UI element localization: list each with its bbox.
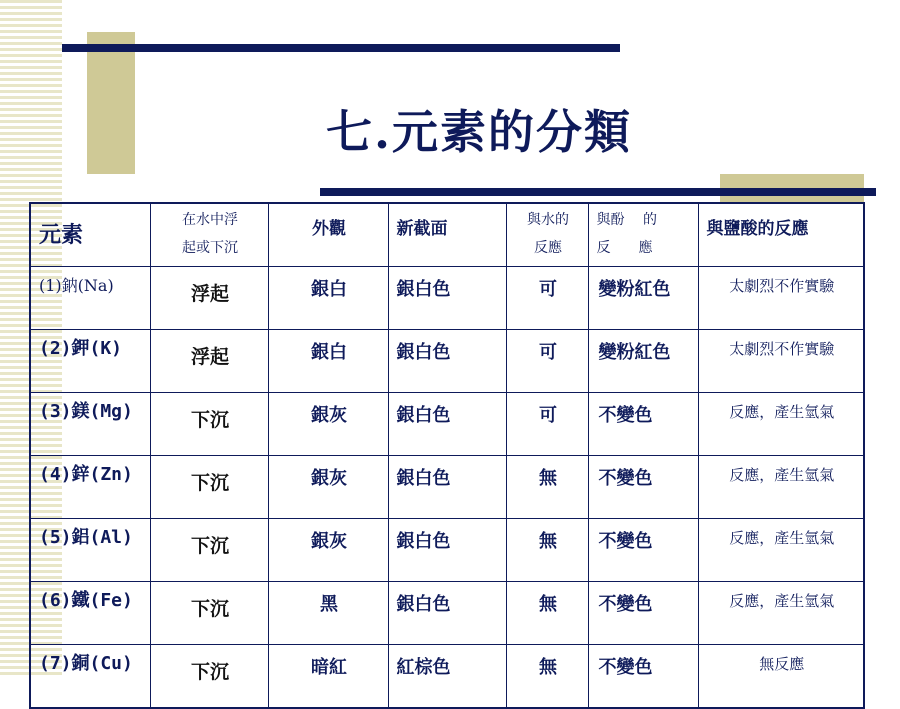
cell-hcl: 反應，產生氫氣 — [729, 466, 835, 484]
cell-hcl: 反應，產生氫氣 — [729, 403, 835, 421]
cell-element: (1)鈉(Na) — [39, 276, 114, 295]
cell-element: (3)鎂(Mg) — [39, 401, 133, 422]
cell-phenol: 不變色 — [598, 531, 653, 552]
cell-water: 無 — [539, 594, 557, 615]
cell-phenol: 變粉紅色 — [598, 342, 671, 363]
header-element: 元素 — [39, 222, 84, 248]
cell-appearance: 暗紅 — [311, 657, 347, 678]
cell-appearance: 銀灰 — [311, 405, 347, 426]
header-appearance: 外觀 — [312, 219, 346, 239]
element-classification-table — [29, 202, 865, 709]
cell-float: 浮起 — [190, 283, 229, 305]
cell-appearance: 黑 — [320, 594, 338, 615]
cell-element: (4)鋅(Zn) — [39, 464, 133, 485]
header-phenol: 與酚 的 反 應 — [596, 212, 657, 256]
table-header-row — [30, 203, 864, 267]
cell-cut-surface: 紅棕色 — [396, 657, 451, 678]
decorative-block-top — [87, 32, 135, 174]
table-row — [30, 393, 864, 456]
cell-float: 下沉 — [190, 661, 229, 683]
cell-float: 下沉 — [190, 535, 229, 557]
cell-water: 無 — [539, 468, 557, 489]
cell-water: 可 — [539, 342, 557, 363]
cell-water: 可 — [539, 405, 557, 426]
header-float: 在水中浮 起或下沉 — [182, 212, 238, 256]
cell-appearance: 銀白 — [311, 342, 347, 363]
decorative-line-mid — [320, 188, 876, 196]
table-row — [30, 330, 864, 393]
cell-cut-surface: 銀白色 — [396, 279, 451, 300]
header-hcl: 與鹽酸的反應 — [706, 219, 809, 239]
table-row — [30, 267, 864, 330]
cell-water: 無 — [539, 531, 557, 552]
cell-water: 無 — [539, 657, 557, 678]
cell-appearance: 銀灰 — [311, 531, 347, 552]
cell-float: 下沉 — [190, 409, 229, 431]
cell-element: (2)鉀(K) — [39, 338, 123, 359]
cell-hcl: 太劇烈不作實驗 — [729, 277, 835, 295]
table-row — [30, 519, 864, 582]
cell-float: 浮起 — [190, 346, 229, 368]
cell-element: (5)鋁(Al) — [39, 527, 133, 548]
cell-element: (7)銅(Cu) — [39, 653, 133, 674]
cell-water: 可 — [539, 279, 557, 300]
cell-element: (6)鐵(Fe) — [39, 590, 133, 611]
cell-cut-surface: 銀白色 — [396, 468, 451, 489]
cell-hcl: 太劇烈不作實驗 — [729, 340, 835, 358]
header-cut-surface: 新截面 — [396, 219, 448, 239]
decorative-line-top — [62, 44, 620, 52]
cell-appearance: 銀灰 — [311, 468, 347, 489]
cell-phenol: 變粉紅色 — [598, 279, 671, 300]
cell-cut-surface: 銀白色 — [396, 531, 451, 552]
table-row — [30, 456, 864, 519]
cell-float: 下沉 — [190, 598, 229, 620]
cell-cut-surface: 銀白色 — [396, 342, 451, 363]
cell-phenol: 不變色 — [598, 468, 653, 489]
cell-phenol: 不變色 — [598, 594, 653, 615]
cell-phenol: 不變色 — [598, 657, 653, 678]
table-row — [30, 582, 864, 645]
header-water: 與水的 反應 — [527, 212, 569, 256]
slide-title: 七.元素的分類 — [326, 105, 633, 159]
cell-hcl: 反應，產生氫氣 — [729, 592, 835, 610]
cell-appearance: 銀白 — [311, 279, 347, 300]
cell-hcl: 無反應 — [759, 655, 805, 673]
cell-float: 下沉 — [190, 472, 229, 494]
cell-hcl: 反應，產生氫氣 — [729, 529, 835, 547]
cell-phenol: 不變色 — [598, 405, 653, 426]
cell-cut-surface: 銀白色 — [396, 405, 451, 426]
table-row — [30, 645, 864, 709]
cell-cut-surface: 銀白色 — [396, 594, 451, 615]
